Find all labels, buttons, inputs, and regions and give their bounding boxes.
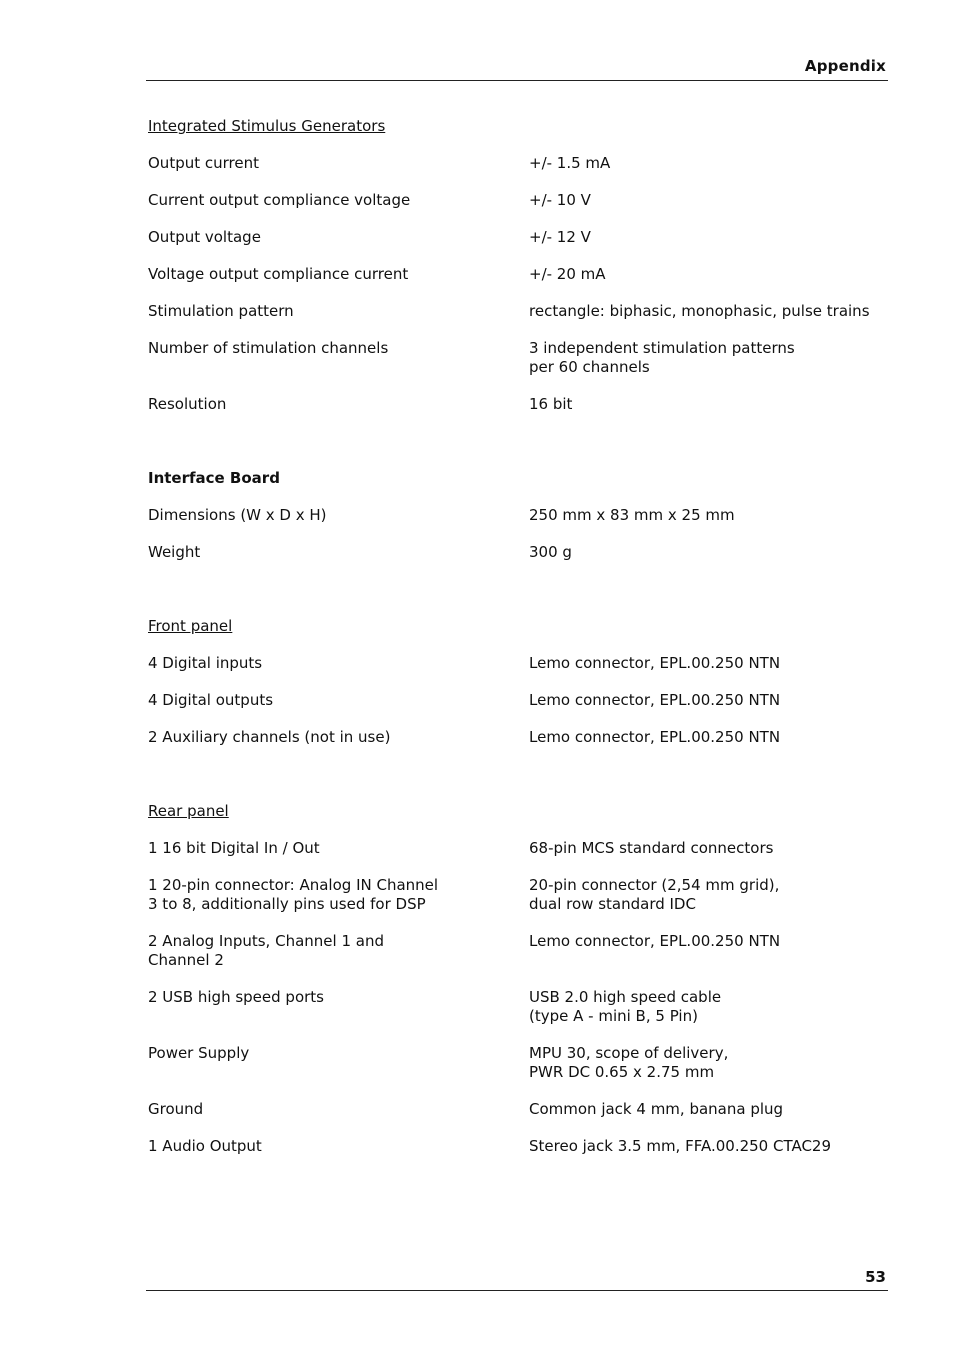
spec-label: Stimulation pattern — [148, 302, 294, 320]
spec-label: Output voltage — [148, 228, 261, 246]
spec-value: USB 2.0 high speed cable (type A - mini B, 5 Pin) — [529, 988, 722, 1025]
spec-row — [148, 228, 878, 247]
spec-value: 16 bit — [529, 395, 573, 413]
spec-label: 4 Digital inputs — [148, 654, 263, 672]
spec-value: Lemo connector, EPL.00.250 NTN — [529, 932, 781, 950]
spec-row — [148, 543, 878, 562]
spec-label: 1 16 bit Digital In / Out — [148, 839, 320, 857]
spec-value: +/- 10 V — [529, 191, 591, 209]
spec-label: Current output compliance voltage — [148, 191, 411, 209]
spec-value: 300 g — [529, 543, 572, 561]
spec-value: +/- 1.5 mA — [529, 154, 611, 172]
spec-value: +/- 12 V — [529, 228, 591, 246]
section-title-rear-panel: Rear panel — [148, 802, 229, 820]
spec-row — [148, 191, 878, 210]
spec-label: 2 Auxiliary channels (not in use) — [148, 728, 391, 746]
spec-label: Output current — [148, 154, 259, 172]
spec-row — [148, 154, 878, 173]
spec-value: 68-pin MCS standard connectors — [529, 839, 774, 857]
spec-label: Ground — [148, 1100, 204, 1118]
spec-content — [148, 117, 878, 1174]
page-header-title: Appendix — [804, 57, 886, 75]
spec-row — [148, 932, 878, 970]
front-panel-spec-list — [148, 654, 878, 747]
spec-row — [148, 302, 878, 321]
spec-row — [148, 506, 878, 525]
rear-panel-spec-list — [148, 839, 878, 1156]
footer-divider — [146, 1290, 888, 1291]
section-title-stimulus: Integrated Stimulus Generators — [148, 117, 386, 135]
spec-label: Weight — [148, 543, 201, 561]
spec-value: 20-pin connector (2,54 mm grid), dual row standard IDC — [529, 876, 780, 913]
spec-label: Dimensions (W x D x H) — [148, 506, 327, 524]
section-spacer — [148, 432, 878, 469]
spec-label: 1 20-pin connector: Analog IN Channel 3 to 8, additionally pins used for DSP — [148, 876, 439, 913]
spec-row — [148, 728, 878, 747]
section-spacer — [148, 580, 878, 617]
spec-row — [148, 339, 878, 377]
spec-row — [148, 265, 878, 284]
spec-row — [148, 395, 878, 414]
spec-label: 4 Digital outputs — [148, 691, 274, 709]
spec-value: 250 mm x 83 mm x 25 mm — [529, 506, 735, 524]
spec-row — [148, 654, 878, 673]
spec-value: Lemo connector, EPL.00.250 NTN — [529, 691, 781, 709]
spec-value: Stereo jack 3.5 mm, FFA.00.250 CTAC29 — [529, 1137, 832, 1155]
spec-value: +/- 20 mA — [529, 265, 606, 283]
header-divider — [146, 80, 888, 81]
spec-value: MPU 30, scope of delivery, PWR DC 0.65 x 2.75 mm — [529, 1044, 729, 1081]
spec-value: Lemo connector, EPL.00.250 NTN — [529, 728, 781, 746]
spec-value: 3 independent stimulation patterns per 60 channels — [529, 339, 795, 376]
stimulus-spec-list — [148, 154, 878, 414]
spec-label: Voltage output compliance current — [148, 265, 409, 283]
section-spacer — [148, 765, 878, 802]
spec-value: rectangle: biphasic, monophasic, pulse trains — [529, 302, 870, 320]
spec-row — [148, 1137, 878, 1156]
spec-label: 2 Analog Inputs, Channel 1 and Channel 2 — [148, 932, 384, 969]
spec-label: Number of stimulation channels — [148, 339, 389, 357]
interface-spec-list — [148, 506, 878, 562]
spec-row — [148, 1044, 878, 1082]
spec-row — [148, 1100, 878, 1119]
spec-value: Lemo connector, EPL.00.250 NTN — [529, 654, 781, 672]
spec-label: Resolution — [148, 395, 227, 413]
page-number: 53 — [865, 1268, 886, 1286]
spec-row — [148, 988, 878, 1026]
spec-row — [148, 876, 878, 914]
section-title-front-panel: Front panel — [148, 617, 233, 635]
spec-label: 2 USB high speed ports — [148, 988, 324, 1006]
spec-label: Power Supply — [148, 1044, 250, 1062]
section-title-interface: Interface Board — [148, 469, 280, 487]
spec-label: 1 Audio Output — [148, 1137, 262, 1155]
spec-row — [148, 691, 878, 710]
spec-row — [148, 839, 878, 858]
spec-value: Common jack 4 mm, banana plug — [529, 1100, 784, 1118]
